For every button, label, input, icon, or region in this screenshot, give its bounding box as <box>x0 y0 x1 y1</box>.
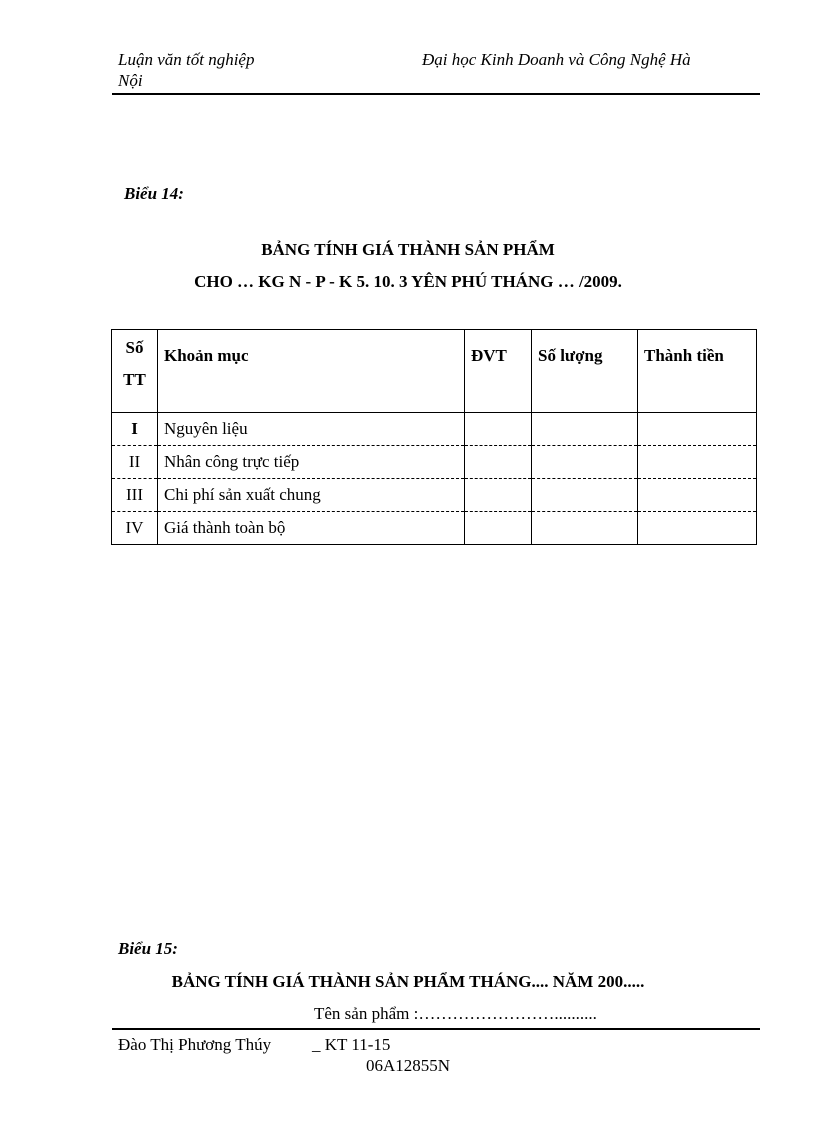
bieu15-title: BẢNG TÍNH GIÁ THÀNH SẢN PHẨM THÁNG.... NĂM 200..... <box>171 972 645 991</box>
bieu15-label: Biểu 15: <box>118 939 178 958</box>
table-header-row <box>112 330 757 413</box>
col-stt: Số TT <box>112 330 158 413</box>
row-item: Chi phí sản xuất chung <box>158 479 465 512</box>
col-amount: Thành tiền <box>638 330 757 413</box>
bieu14-title: BẢNG TÍNH GIÁ THÀNH SẢN PHẨM <box>261 240 555 259</box>
row-no: IV <box>112 512 158 545</box>
footer-class: _ KT 11-15 <box>312 1035 391 1054</box>
row-item: Nhân công trực tiếp <box>158 446 465 479</box>
bieu14-label: Biểu 14: <box>124 184 184 203</box>
table-row <box>112 446 757 479</box>
row-no: III <box>112 479 158 512</box>
header-left-cont: Nội <box>118 71 143 90</box>
row-item: Giá thành toàn bộ <box>158 512 465 545</box>
row-no: I <box>112 413 158 446</box>
footer-rule <box>112 1028 760 1030</box>
col-unit: ĐVT <box>465 330 532 413</box>
footer-student-id: 06A12855N <box>366 1056 451 1075</box>
table-row <box>112 512 757 545</box>
footer-author: Đào Thị Phương Thúy <box>118 1035 272 1054</box>
row-no: II <box>112 446 158 479</box>
cost-table <box>111 329 757 545</box>
table-row <box>112 479 757 512</box>
product-name-line: Tên sản phẩm :…………………….......... <box>314 1004 597 1023</box>
col-item: Khoản mục <box>158 330 465 413</box>
col-qty: Số lượng <box>532 330 638 413</box>
header-left: Luận văn tốt nghiệp <box>118 50 255 69</box>
header-right: Đại học Kinh Doanh và Công Nghệ Hà <box>422 50 691 69</box>
row-item: Nguyên liệu <box>158 413 465 446</box>
header-rule <box>112 93 760 95</box>
table-row <box>112 413 757 446</box>
bieu14-subtitle: CHO … KG N - P - K 5. 10. 3 YÊN PHÚ THÁNG … /2009. <box>194 272 622 291</box>
